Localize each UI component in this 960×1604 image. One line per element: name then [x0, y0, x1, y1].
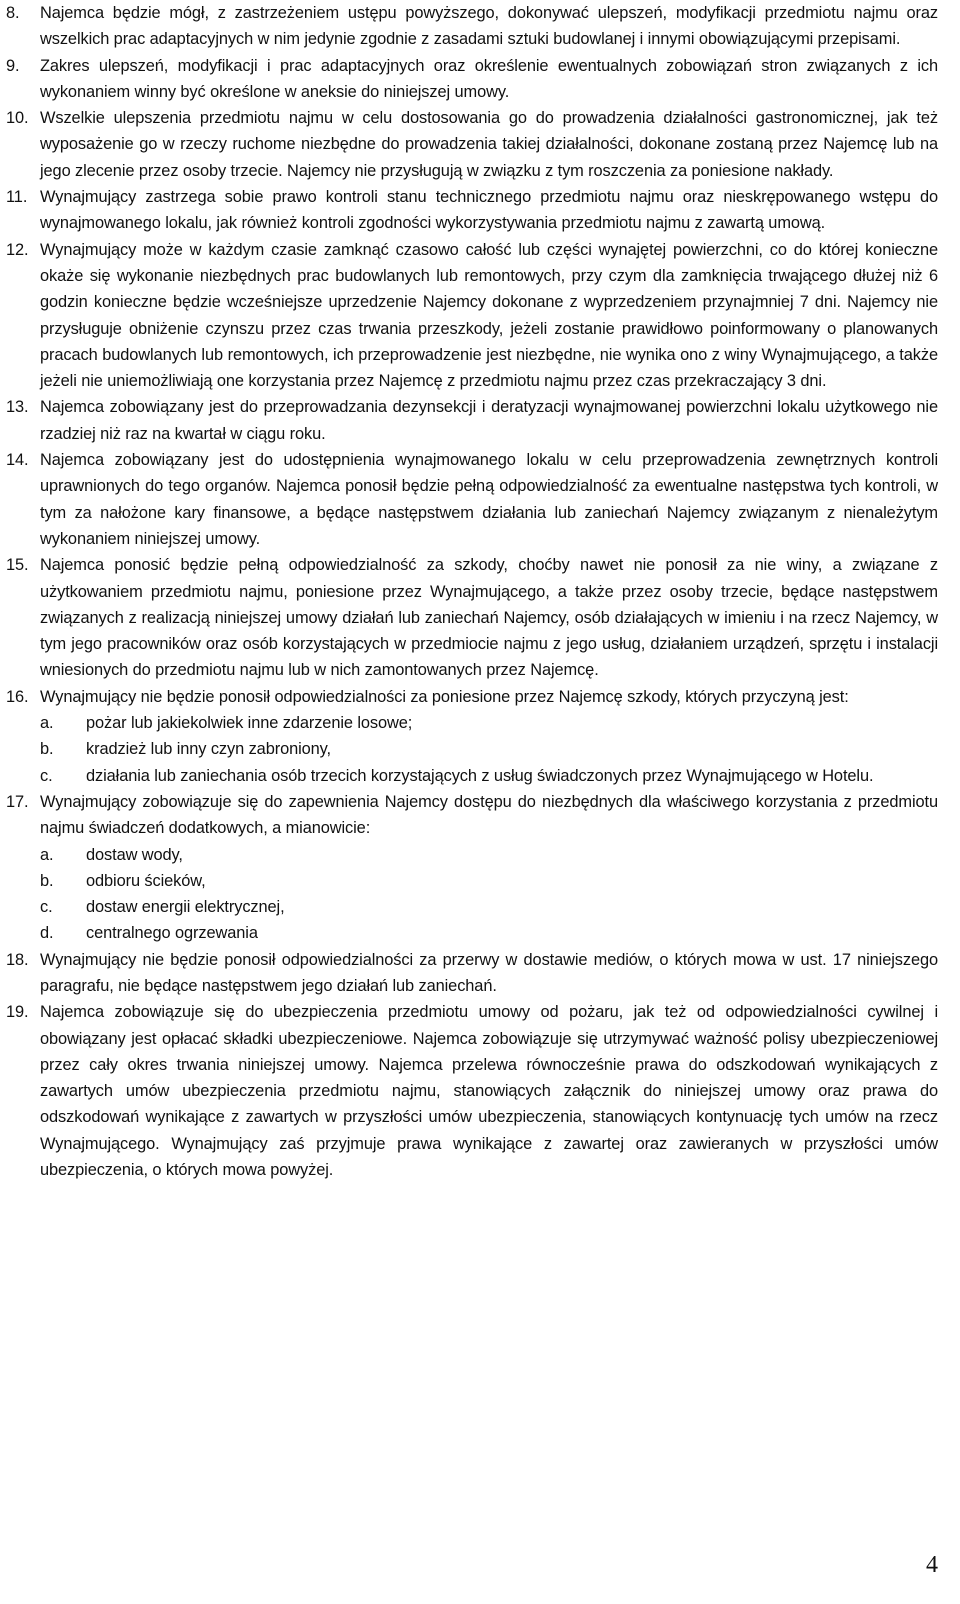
- page-number: 4: [926, 1552, 938, 1578]
- clause-14: [6, 447, 938, 552]
- clause-number: 19.: [6, 1003, 29, 1022]
- clause-number: 18.: [6, 950, 29, 969]
- clause-number: 15.: [6, 556, 29, 575]
- sub-text: kradzież lub inny czyn zabroniony,: [86, 740, 332, 759]
- clause-text: Zakres ulepszeń, modyfikacji i prac adaptacyjnych oraz określenie ewentualnych zobowiązań stron związanych z ich wykonaniem winny być określone w aneksie do niniejszej umowy.: [40, 56, 938, 101]
- sub-item: [40, 736, 938, 762]
- sub-text: pożar lub jakiekolwiek inne zdarzenie losowe;: [86, 714, 413, 733]
- sub-letter: c.: [40, 766, 53, 785]
- clause-19: [6, 999, 938, 1183]
- clause-text: Wszelkie ulepszenia przedmiotu najmu w celu dostosowania go do prowadzenia działalności gastronomicznej, jak też wyposażenie go w rzeczy ruchome niezbędne do prowadzenia takiej działalności, dokonane zostaną przez Najemcę lub na jego zlecenie przez osoby trzecie. Najemcy nie przysługują w związku z tym roszczenia za poniesione nakłady.: [40, 109, 938, 180]
- clause-number: 10.: [6, 109, 29, 128]
- clause-body: [40, 789, 938, 947]
- clause-12: [6, 237, 938, 395]
- sub-text: centralnego ogrzewania: [86, 924, 258, 943]
- clause-10: [6, 105, 938, 184]
- clause-15: [6, 552, 938, 683]
- sub-list: [40, 842, 938, 947]
- clause-18: [6, 947, 938, 1000]
- sub-letter: a.: [40, 845, 54, 864]
- clause-text: Najemca zobowiązany jest do przeprowadzania dezynsekcji i deratyzacji wynajmowanej powierzchni lokalu użytkowego nie rzadziej niż raz na kwartał w ciągu roku.: [40, 398, 938, 443]
- clause-text: Najemca ponosić będzie pełną odpowiedzialność za szkody, choćby nawet nie ponosił za nie winy, a związane z użytkowaniem przedmiotu najmu, poniesione przez Wynajmującego, a także przez osoby trzecie, będące następstwem związanych z realizacją niniejszej umowy działań lub zaniechań Najemcy, osób działających w imieniu i na rzecz Najemcy, w tym jego pracowników oraz osób korzystających w przedmiocie najmu z jego usług, działaniem urządzeń, sprzętu i instalacji wniesionych do przedmiotu najmu lub w nich zamontowanych przez Najemcę.: [40, 556, 938, 680]
- clause-number: 13.: [6, 398, 29, 417]
- clause-body: [40, 684, 938, 789]
- sub-letter: c.: [40, 898, 53, 917]
- sub-item: [40, 920, 938, 946]
- clause-11: [6, 184, 938, 237]
- clause-number: 8.: [6, 4, 20, 22]
- clause-9: [6, 53, 938, 106]
- clause-number: 12.: [6, 240, 29, 259]
- clause-text: Najemca zobowiązuje się do ubezpieczenia przedmiotu umowy od pożaru, jak też od odpowiedzialności cywilnej i obowiązany jest opłacać składki ubezpieczeniowe. Najemca zobowiązuje się utrzymywać ważność polisy ubezpieczeniowej przez cały okres trwania niniejszej umowy. Najemca przelewa równocześnie prawa do odszkodowań wynikających z zawartych umów ubezpieczenia przedmiotu najmu, stanowiących załącznik do niniejszej umowy oraz prawa do odszkodowań wynikające z zawartych w przyszłości umów ubezpieczenia, stanowiących kontynuację tych umów na rzecz Wynajmującego. Wynajmujący zaś przyjmuje prawa wynikające z zawartej oraz zawieranych w przyszłości umów ubezpieczenia, o których mowa powyżej.: [40, 1003, 938, 1180]
- sub-item: [40, 868, 938, 894]
- clause-number: 9.: [6, 56, 20, 75]
- sub-item: [40, 710, 938, 736]
- sub-list: [40, 710, 938, 789]
- sub-letter: b.: [40, 740, 54, 759]
- sub-text: dostaw wody,: [86, 845, 183, 864]
- sub-item: [40, 842, 938, 868]
- clause-13: [6, 394, 938, 447]
- clause-text: Najemca będzie mógł, z zastrzeżeniem ustępu powyższego, dokonywać ulepszeń, modyfikacji przedmiotu najmu oraz wszelkich prac adaptacyjnych w nim jedynie zgodnie z zasadami sztuki budowlanej i innymi obowiązującymi przepisami.: [40, 4, 938, 49]
- clause-number: 14.: [6, 451, 29, 470]
- sub-text: dostaw energii elektrycznej,: [86, 898, 285, 917]
- clause-number: 16.: [6, 687, 29, 706]
- clause-number: 17.: [6, 792, 29, 811]
- clause-text: Wynajmujący zastrzega sobie prawo kontroli stanu technicznego przedmiotu najmu oraz nieskrępowanego wstępu do wynajmowanego lokalu, jak również kontroli zgodności wykorzystywania przedmiotu najmu z zawartą umową.: [40, 188, 938, 233]
- clause-16: [6, 684, 938, 789]
- sub-item: [40, 894, 938, 920]
- clause-17: [6, 789, 938, 947]
- sub-item: [40, 763, 938, 789]
- contract-clauses: [6, 0, 938, 1183]
- sub-letter: a.: [40, 714, 54, 733]
- sub-letter: b.: [40, 871, 54, 890]
- sub-text: odbioru ścieków,: [86, 871, 206, 890]
- clause-text: Wynajmujący nie będzie ponosił odpowiedzialności za przerwy w dostawie mediów, o których mowa w ust. 17 niniejszego paragrafu, nie będące następstwem jego działań lub zaniechań.: [40, 950, 938, 995]
- sub-letter: d.: [40, 924, 54, 943]
- clause-8: [6, 0, 938, 53]
- clause-number: 11.: [6, 188, 28, 207]
- sub-text: działania lub zaniechania osób trzecich korzystających z usług świadczonych przez Wynajmującego w Hotelu.: [86, 766, 874, 785]
- clause-text: Najemca zobowiązany jest do udostępnienia wynajmowanego lokalu w celu przeprowadzenia zewnętrznych kontroli uprawnionych do tego organów. Najemca ponosił będzie pełną odpowiedzialność za ewentualne następstwa tych kontroli, w tym za nałożone kary finansowe, a będące następstwem działania lub zaniechań Najemcy związanym z nienależytym wykonaniem niniejszej umowy.: [40, 451, 938, 548]
- clause-text: Wynajmujący nie będzie ponosił odpowiedzialności za poniesione przez Najemcę szkody, których przyczyną jest:: [40, 687, 849, 706]
- clause-text: Wynajmujący zobowiązuje się do zapewnienia Najemcy dostępu do niezbędnych dla właściwego korzystania z przedmiotu najmu świadczeń dodatkowych, a mianowicie:: [40, 792, 938, 838]
- clause-text: Wynajmujący może w każdym czasie zamknąć czasowo całość lub części wynajętej powierzchni, co do której konieczne okaże się wykonanie niezbędnych prac budowlanych lub remontowych, przy czym dla zamknięcia trwającego dłużej niż 6 godzin konieczne będzie wcześniejsze uprzedzenie Najemcy dokonane z wyprzedzeniem przynajmniej 7 dni. Najemcy nie przysługuje obniżenie czynszu przez czas trwania przeszkody, jeżeli zostanie prawidłowo poinformowany o planowanych pracach budowlanych lub remontowych, ich przeprowadzenie jest niezbędne, nie wynika ono z winy Wynajmującego, a także jeżeli nie uniemożliwiają one korzystania przez Najemcę z przedmiotu najmu przez czas przekraczający 3 dni.: [40, 240, 938, 391]
